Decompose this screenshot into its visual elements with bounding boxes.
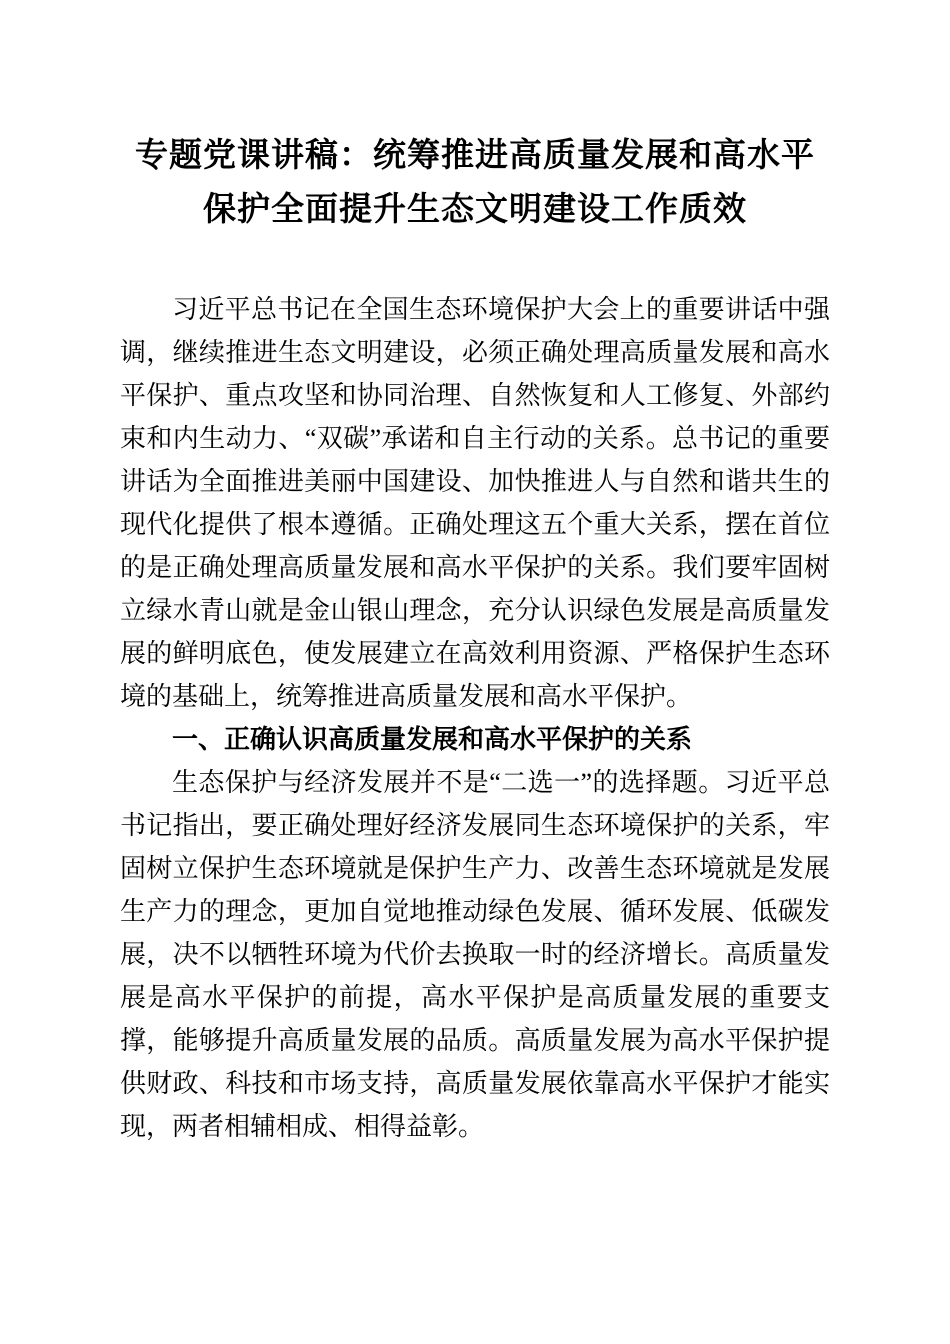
title-line-2: 保护全面提升生态文明建设工作质效 — [203, 190, 747, 227]
document-title — [120, 128, 830, 236]
section-heading-1: 一、正确认识高质量发展和高水平保护的关系 — [172, 724, 693, 754]
paragraph-intro: 习近平总书记在全国生态环境保护大会上的重要讲话中强调，继续推进生态文明建设，必须正确处理高质量发展和高水平保护、重点攻坚和协同治理、自然恢复和人工修复、外部约束和内生动力、“双碳”承诺和自主行动的关系。总书记的重要讲话为全面推进美丽中国建设、加快推进人与自然和谐共生的现代化提供了根本遵循。正确处理这五个重大关系，摆在首位的是正确处理高质量发展和高水平保护的关系。我们要牢固树立绿水青山就是金山银山理念，充分认识绿色发展是高质量发展的鲜明底色，使发展建立在高效利用资源、严格保护生态环境的基础上，统筹推进高质量发展和高水平保护。 — [120, 295, 830, 711]
title-line-1: 专题党课讲稿：统筹推进高质量发展和高水平 — [135, 136, 815, 173]
paragraph-section-1: 生态保护与经济发展并不是“二选一”的选择题。习近平总书记指出，要正确处理好经济发展同生态环境保护的关系，牢固树立保护生态环境就是保护生产力、改善生态环境就是发展生产力的理念，更加自觉地推动绿色发展、循环发展、低碳发展，决不以牺牲环境为代价去换取一时的经济增长。高质量发展是高水平保护的前提，高水平保护是高质量发展的重要支撑，能够提升高质量发展的品质。高质量发展为高水平保护提供财政、科技和市场支持，高质量发展依靠高水平保护才能实现，两者相辅相成、相得益彰。 — [120, 768, 830, 1141]
